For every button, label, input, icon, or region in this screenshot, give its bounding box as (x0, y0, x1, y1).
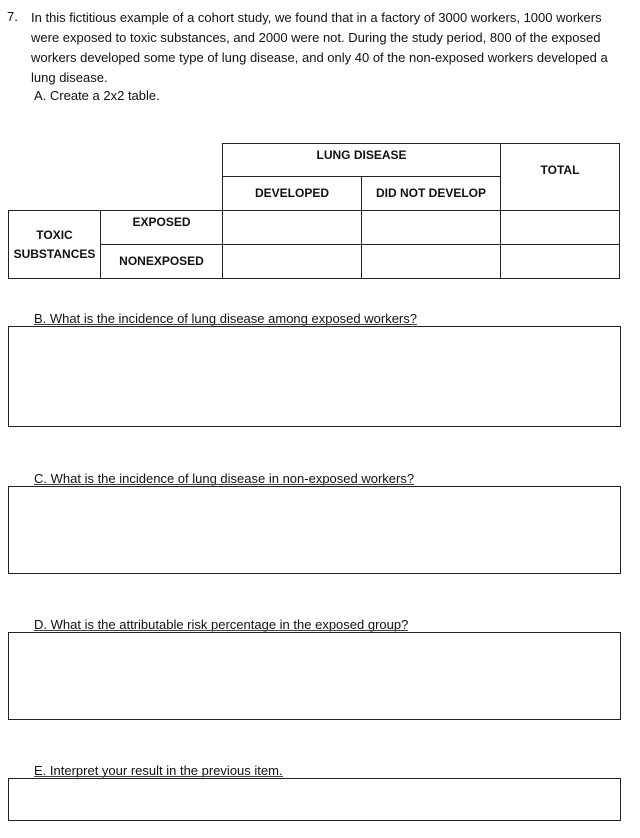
part-e-prompt (34, 763, 283, 778)
part-b-answer-box[interactable] (8, 326, 621, 427)
header-total: TOTAL (500, 143, 620, 211)
row-group-toxic-substances (8, 210, 101, 279)
part-b-prompt (34, 311, 417, 326)
cell-nonexposed-developed[interactable] (222, 244, 362, 279)
part-e-answer-box[interactable] (8, 778, 621, 821)
part-e-underline (34, 776, 283, 777)
row-label-nonexposed: NONEXPOSED (100, 244, 223, 279)
part-e-text: E. Interpret your result in the previous item. (34, 763, 283, 778)
cell-exposed-developed[interactable] (222, 210, 362, 245)
cell-nonexposed-total[interactable] (500, 244, 620, 279)
row-group-line1: TOXIC (36, 227, 73, 242)
header-lung-disease: LUNG DISEASE (222, 143, 501, 177)
part-c-text: C. What is the incidence of lung disease in non-exposed workers? (34, 471, 415, 486)
part-d-answer-box[interactable] (8, 632, 621, 720)
part-c-underline (34, 484, 414, 485)
header-did-not-develop: DID NOT DEVELOP (361, 176, 501, 211)
part-d-prompt (34, 617, 408, 632)
cell-nonexposed-not-developed[interactable] (361, 244, 501, 279)
part-b-text: B. What is the incidence of lung disease among exposed workers? (34, 311, 417, 326)
row-label-exposed: EXPOSED (100, 210, 223, 245)
part-d-text: D. What is the attributable risk percentage in the exposed group? (34, 617, 409, 632)
cell-exposed-not-developed[interactable] (361, 210, 501, 245)
question-number: 7. (7, 9, 18, 24)
cell-exposed-total[interactable] (500, 210, 620, 245)
part-d-underline (34, 630, 408, 631)
row-group-line2: SUBSTANCES (13, 246, 96, 261)
part-c-answer-box[interactable] (8, 486, 621, 574)
header-developed: DEVELOPED (222, 176, 362, 211)
question-text: In this fictitious example of a cohort study, we found that in a factory of 3000 workers, 1000 workers were exposed to toxic substances, and 2000 were not. During the study period, 800 of the exposed workers developed some type of lung disease, and only 40 of the non-exposed workers developed a lung disease. (31, 10, 608, 85)
part-b-underline (34, 324, 417, 325)
part-a-prompt: A. Create a 2x2 table. (34, 88, 160, 103)
part-c-prompt (34, 471, 414, 486)
